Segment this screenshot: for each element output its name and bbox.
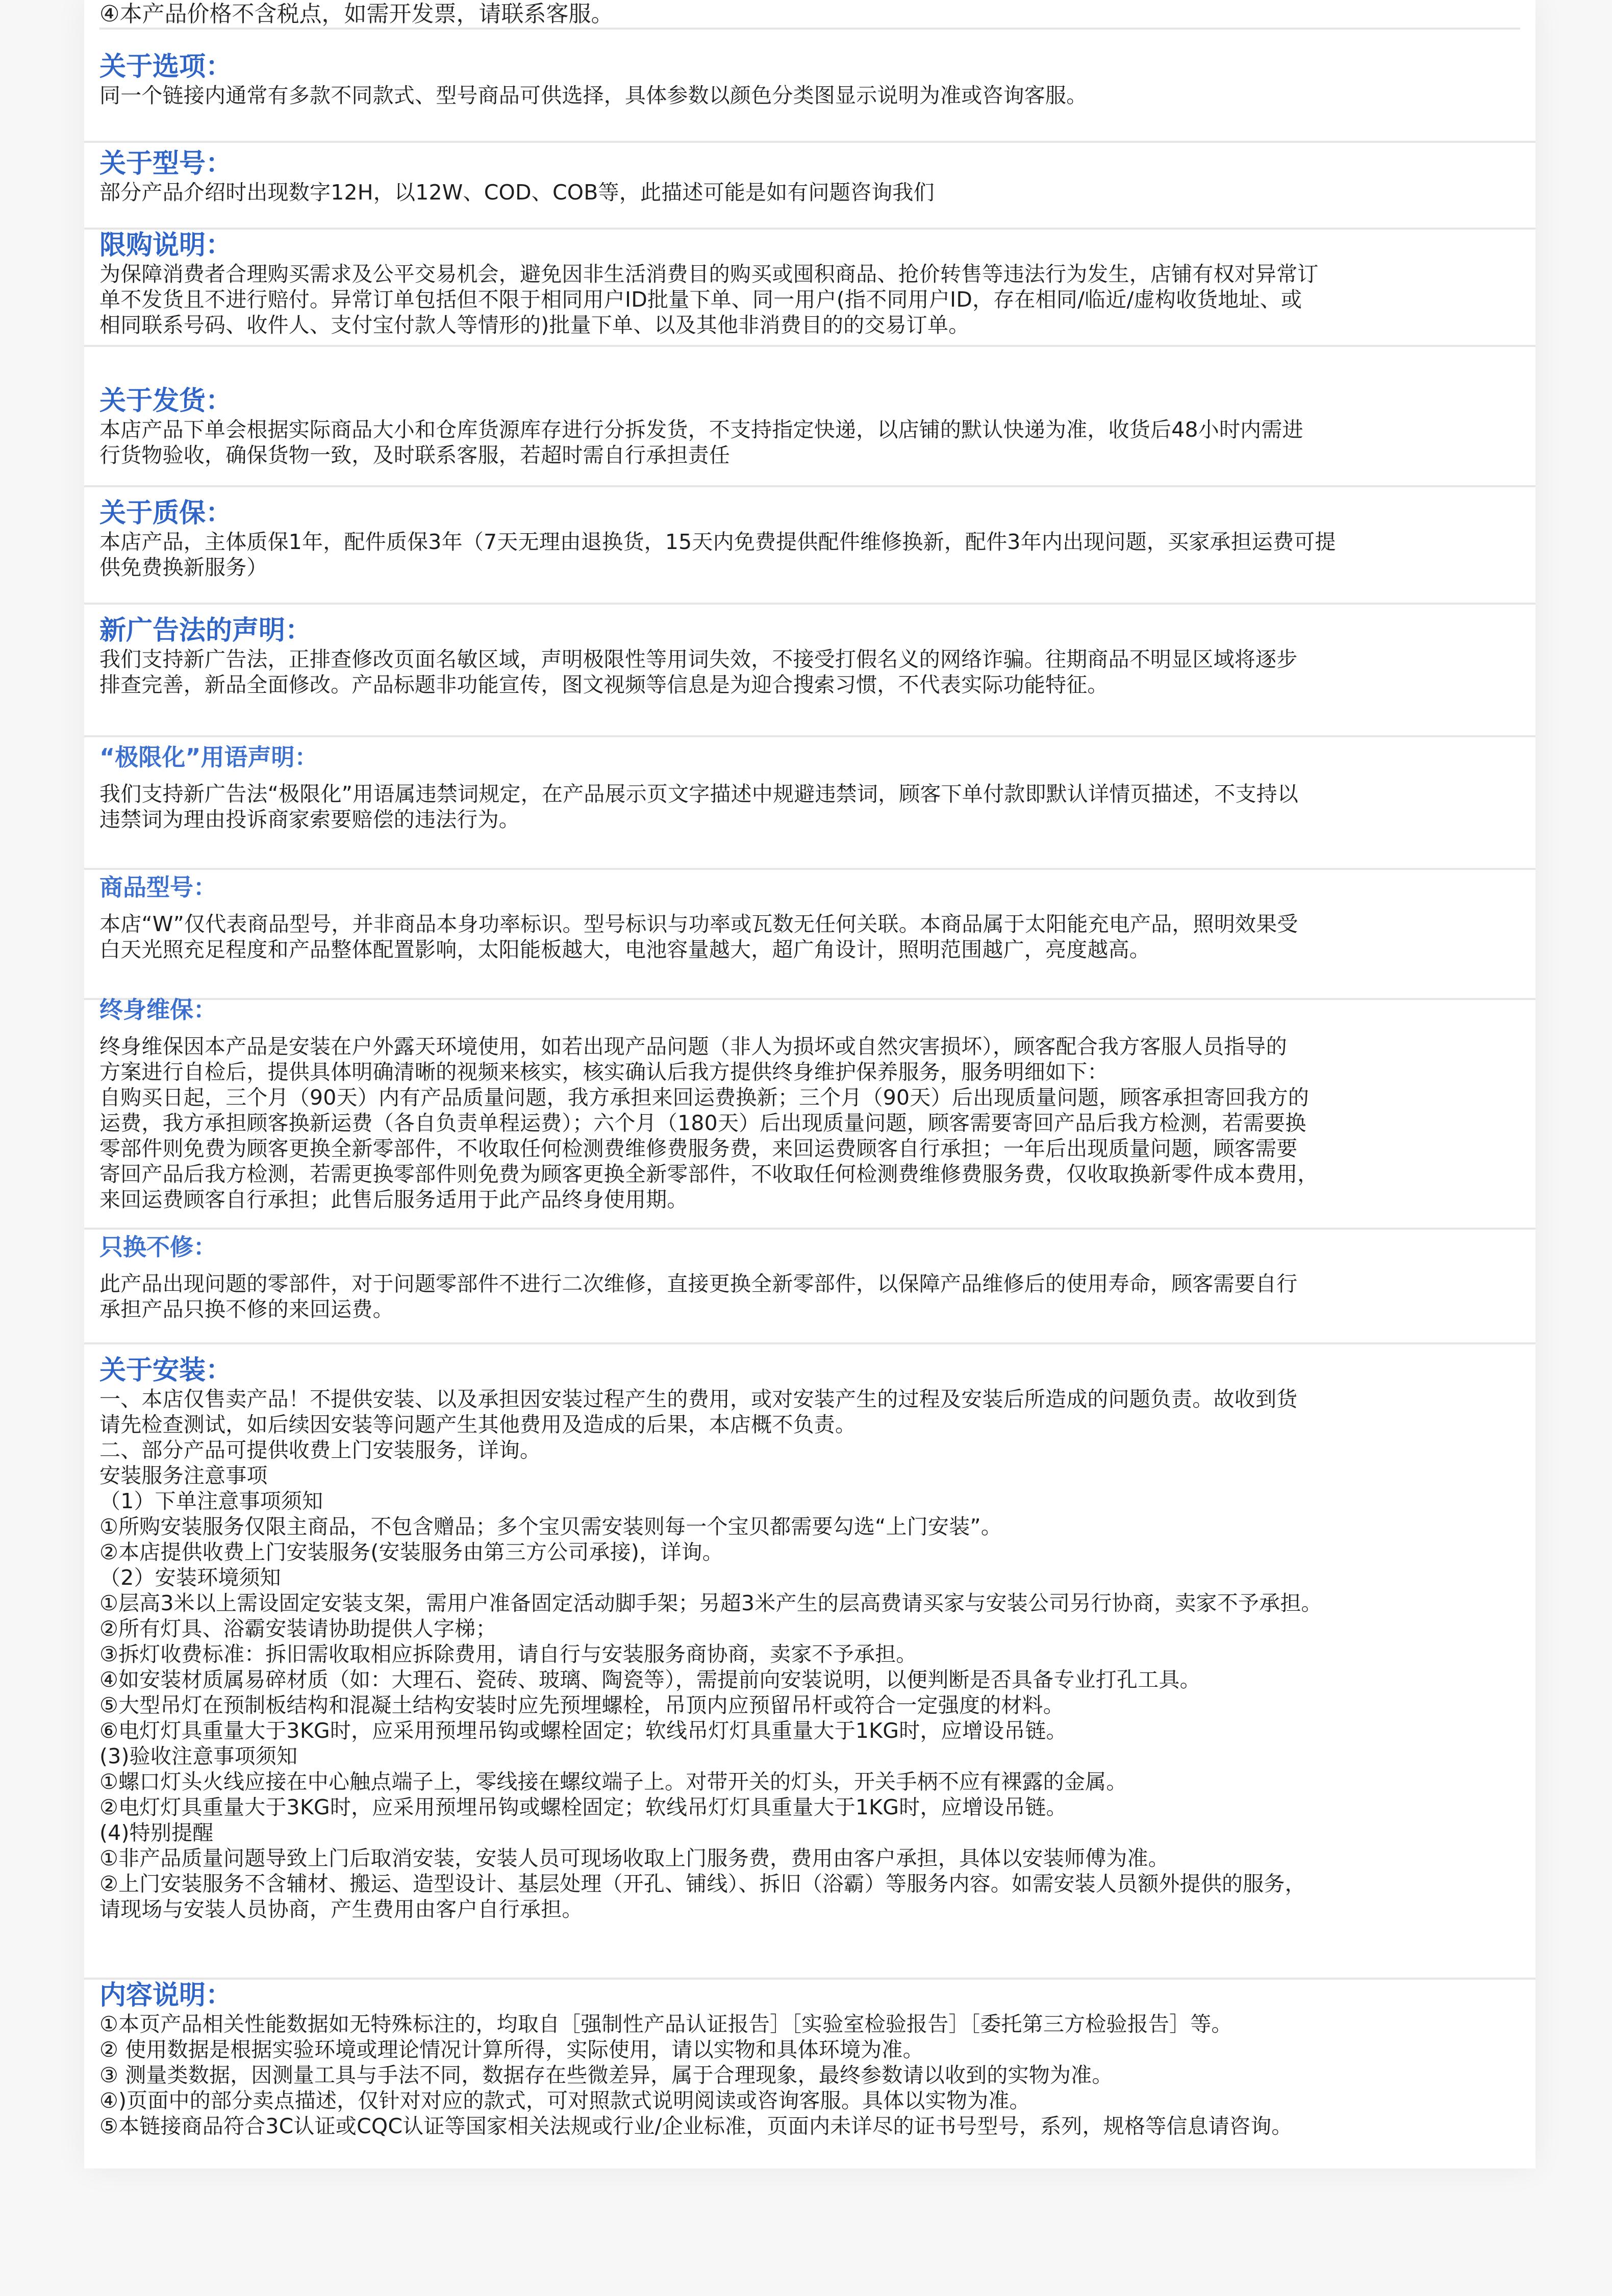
body-line: 自购买日起，三个月（90天）内有产品质量问题，我方承担来回运费换新；三个月（90天）后出现质量问题，顾客承担寄回我方的 <box>99 1085 1309 1110</box>
section-heading: 只换不修： <box>99 1233 217 1261</box>
section-body <box>99 529 1520 580</box>
body-line: ② 使用数据是根据实验环境或理论情况计算所得，实际使用，请以实物和具体环境为准。 <box>99 2037 924 2062</box>
section-4 <box>84 385 1535 487</box>
section-heading: 终身维保： <box>99 996 217 1024</box>
body-line: 违禁词为理由投诉商家索要赔偿的违法行为。 <box>99 807 520 832</box>
body-line: ②电灯灯具重量大于3KG时，应采用预埋吊钩或螺栓固定；软线吊灯灯具重量大于1KG时，应增设吊链。 <box>99 1795 1067 1819</box>
section-heading: 关于质保： <box>99 498 233 529</box>
body-line: 我们支持新广告法，正排查修改页面名敏区域，声明极限性等用词失效，不接受打假名义的网络诈骗。往期商品不明显区域将逐步 <box>99 647 1298 671</box>
top-note <box>99 1 1520 30</box>
section-heading: 商品型号： <box>99 874 217 901</box>
body-line: 排查完善，新品全面修改。产品标题非功能宣传，图文视频等信息是为迎合搜索习惯，不代表实际功能特征。 <box>99 672 1109 697</box>
top-note-text: ④本产品价格不含税点，如需开发票，请联系客服。 <box>99 1 614 27</box>
body-line: ①所购安装服务仅限主商品，不包含赠品；多个宝贝需安装则每一个宝贝都需要勾选“上门安装”。 <box>99 1514 1002 1539</box>
section-heading: 关于选项： <box>99 52 233 82</box>
body-line: ④如安装材质属易碎材质（如：大理石、瓷砖、玻璃、陶瓷等），需提前向安装说明，以便判断是否具备专业打孔工具。 <box>99 1667 1201 1692</box>
body-line: 安装服务注意事项 <box>99 1463 268 1488</box>
section-body <box>99 261 1520 338</box>
body-line: 寄回产品后我方检测，若需更换零部件则免费为顾客更换全新零部件，不收取任何检测费维修费服务费，仅收取换新零件成本费用， <box>99 1162 1319 1186</box>
body-line: 零部件则免费为顾客更换全新零部件，不收取任何检测费维修费服务费，来回运费顾客自行承担；一年后出现质量问题，顾客需要 <box>99 1136 1298 1161</box>
body-line: 部分产品介绍时出现数字12H，以12W、COD、COB等，此描述可能是如有问题咨询我们 <box>99 180 935 205</box>
section-6 <box>84 615 1535 737</box>
section-body <box>99 417 1520 468</box>
body-line: 方案进行自检后，提供具体明确清晰的视频来核实，核实确认后我方提供终身维护保养服务，服务明细如下： <box>99 1060 1109 1084</box>
body-line: 此产品出现问题的零部件，对于问题零部件不进行二次维修，直接更换全新零部件，以保障产品维修后的使用寿命，顾客需要自行 <box>99 1271 1298 1296</box>
body-line: ⑥电灯灯具重量大于3KG时，应采用预埋吊钩或螺栓固定；软线吊灯灯具重量大于1KG时，应增设吊链。 <box>99 1718 1067 1743</box>
section-body <box>99 180 1520 205</box>
section-body <box>99 1386 1520 1922</box>
body-line: ①非产品质量问题导致上门后取消安装，安装人员可现场收取上门服务费，费用由客户承担，具体以安装师傅为准。 <box>99 1846 1169 1870</box>
section-2 <box>84 148 1535 230</box>
section-9 <box>84 995 1535 1230</box>
section-heading: 限购说明： <box>99 230 233 261</box>
body-line: 行货物验收，确保货物一致，及时联系客服，若超时需自行承担责任 <box>99 443 730 467</box>
section-11 <box>84 1355 1535 1980</box>
body-line: （1）下单注意事项须知 <box>99 1489 323 1513</box>
section-heading: “极限化”用语声明： <box>99 743 318 771</box>
body-line: 本店“W”仅代表商品型号，并非商品本身功率标识。型号标识与功率或瓦数无任何关联。本商品属于太阳能充电产品，照明效果受 <box>99 912 1298 936</box>
body-line: 终身维保因本产品是安装在户外露天环境使用，如若出现产品问题（非人为损坏或自然灾害损坏），顾客配合我方客服人员指导的 <box>99 1034 1287 1059</box>
section-body <box>99 1271 1520 1322</box>
body-line: 来回运费顾客自行承担；此售后服务适用于此产品终身使用期。 <box>99 1187 688 1212</box>
section-5 <box>84 497 1535 605</box>
body-line: 本店产品下单会根据实际商品大小和仓库货源库存进行分拆发货，不支持指定快递，以店铺的默认快递为准，收货后48小时内需进 <box>99 417 1303 442</box>
body-line: 承担产品只换不修的来回运费。 <box>99 1297 394 1321</box>
body-line: 本店产品，主体质保1年，配件质保3年（7天无理由退换货，15天内免费提供配件维修换新，配件3年内出现问题，买家承担运费可提 <box>99 530 1336 554</box>
body-line: ②所有灯具、浴霸安装请协助提供人字梯； <box>99 1616 497 1641</box>
body-line: ⑤大型吊灯在预制板结构和混凝土结构安装时应先预埋螺栓，吊顶内应预留吊杆或符合一定强度的材料。 <box>99 1693 1064 1717</box>
section-3 <box>84 230 1535 347</box>
body-line: ①层高3米以上需设固定安装支架，需用户准备固定活动脚手架；另超3米产生的层高费请买家与安装公司另行协商，卖家不予承担。 <box>99 1591 1322 1615</box>
section-1 <box>84 51 1535 143</box>
section-heading: 关于发货： <box>99 386 233 416</box>
section-7 <box>84 742 1535 870</box>
section-10 <box>84 1232 1535 1344</box>
section-heading: 内容说明： <box>99 1980 233 2011</box>
body-line: 请现场与安装人员协商，产生费用由客户自行承担。 <box>99 1897 583 1921</box>
body-line: (3)验收注意事项须知 <box>99 1744 298 1768</box>
section-body <box>99 2011 1520 2139</box>
body-line: ①螺口灯头火线应接在中心触点端子上，零线接在螺纹端子上。对带开关的灯头，开关手柄不应有裸露的金属。 <box>99 1769 1127 1794</box>
body-line: 一、本店仅售卖产品！不提供安装、以及承担因安装过程产生的费用，或对安装产生的过程及安装后所造成的问题负责。故收到货 <box>99 1387 1298 1411</box>
body-line: ③ 测量类数据，因测量工具与手法不同，数据存在些微差异，属于合理现象，最终参数请以收到的实物为准。 <box>99 2063 1113 2087</box>
body-line: 相同联系号码、收件人、支付宝付款人等情形的)批量下单、以及其他非消费目的的交易订单。 <box>99 313 970 337</box>
section-body <box>99 1034 1520 1212</box>
body-line: 单不发货且不进行赔付。异常订单包括但不限于相同用户ID批量下单、同一用户(指不同用户ID，存在相同/临近/虚构收货地址、或 <box>99 287 1302 312</box>
body-line: 我们支持新广告法“极限化”用语属违禁词规定，在产品展示页文字描述中规避违禁词，顾客下单付款即默认详情页描述，不支持以 <box>99 782 1299 806</box>
body-line: ④)页面中的部分卖点描述，仅针对对应的款式，可对照款式说明阅读或咨询客服。具体以实物为准。 <box>99 2088 1030 2113</box>
body-line: ②上门安装服务不含辅材、搬运、造型设计、基层处理（开孔、铺线）、拆旧（浴霸）等服务内容。如需安装人员额外提供的服务， <box>99 1871 1306 1896</box>
section-heading: 关于型号： <box>99 148 233 179</box>
body-line: (4)特别提醒 <box>99 1820 214 1845</box>
body-line: （2）安装环境须知 <box>99 1565 281 1590</box>
section-body <box>99 911 1520 962</box>
body-line: ①本页产品相关性能数据如无特殊标注的，均取自［强制性产品认证报告］［实验室检验报告］［委托第三方检验报告］等。 <box>99 2012 1232 2036</box>
body-line: 白天光照充足程度和产品整体配置影响，太阳能板越大，电池容量越大，超广角设计，照明范围越广，亮度越高。 <box>99 937 1150 962</box>
body-line: 运费，我方承担顾客换新运费（各自负责单程运费）；六个月（180天）后出现质量问题，顾客需要寄回产品后我方检测，若需要换 <box>99 1111 1306 1135</box>
body-line: 为保障消费者合理购买需求及公平交易机会，避免因非生活消费目的购买或囤积商品、抢价转售等违法行为发生，店铺有权对异常订 <box>99 262 1319 286</box>
section-heading: 关于安装： <box>99 1355 233 1386</box>
section-body <box>99 646 1520 697</box>
body-line: ②本店提供收费上门安装服务(安装服务由第三方公司承接)，详询。 <box>99 1540 723 1564</box>
section-8 <box>84 872 1535 1000</box>
body-line: 同一个链接内通常有多款不同款式、型号商品可供选择，具体参数以颜色分类图显示说明为准或咨询客服。 <box>99 83 1088 108</box>
section-body <box>99 83 1520 108</box>
section-body <box>99 781 1520 832</box>
section-heading: 新广告法的声明： <box>99 615 312 646</box>
body-line: ⑤本链接商品符合3C认证或CQC认证等国家相关法规或行业/企业标准，页面内未详尽的证书号型号，系列，规格等信息请咨询。 <box>99 2114 1293 2138</box>
section-12 <box>84 1980 1535 2148</box>
body-line: 二、部分产品可提供收费上门安装服务，详询。 <box>99 1438 541 1462</box>
body-line: 供免费换新服务） <box>99 555 268 580</box>
body-line: 请先检查测试，如后续因安装等问题产生其他费用及造成的后果，本店概不负责。 <box>99 1412 857 1437</box>
body-line: ③拆灯收费标准：拆旧需收取相应拆除费用，请自行与安装服务商协商，卖家不予承担。 <box>99 1642 917 1666</box>
